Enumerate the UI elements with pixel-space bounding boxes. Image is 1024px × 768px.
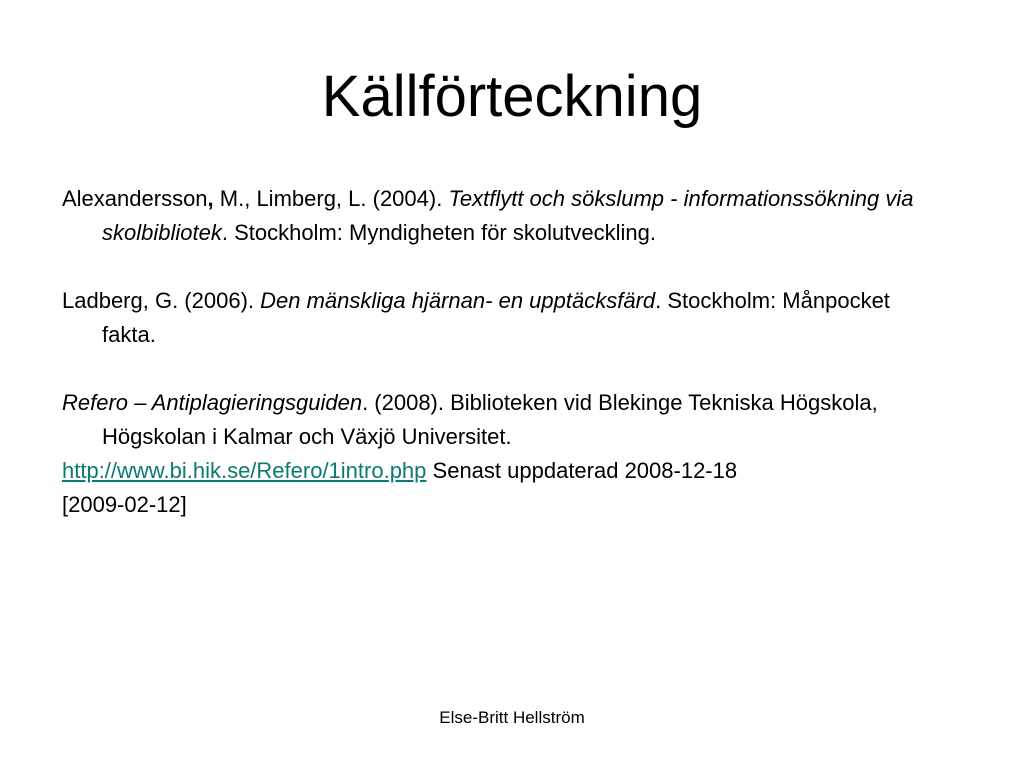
- ref-authors-post: M., Limberg, L. (2004).: [213, 186, 449, 211]
- slide-footer: Else-Britt Hellström: [439, 708, 585, 727]
- slide-title: Källförteckning: [321, 64, 703, 129]
- ref-authors-comma: ,: [207, 186, 214, 211]
- reference-refero-url-line: [62, 454, 942, 488]
- ref-title: Den mänskliga hjärnan- en upptäcksfärd: [260, 288, 656, 313]
- reference-alexandersson: [62, 182, 942, 250]
- reference-refero: [62, 386, 942, 454]
- ref-title: Textflytt och sökslump - informationssökning via skolbibliotek: [102, 186, 914, 245]
- ref-updated: Senast uppdaterad 2008-12-18: [426, 458, 738, 483]
- reference-list: [62, 182, 942, 522]
- ref-publisher: . (2008). Biblioteken vid Blekinge Tekniska Högskola, Högskolan i Kalmar och Växjö Universitet.: [102, 390, 878, 449]
- reference-ladberg: [62, 284, 942, 352]
- ref-title: Refero – Antiplagieringsguiden: [62, 390, 363, 415]
- refero-url-link[interactable]: http://www.bi.hik.se/Refero/1intro.php: [62, 458, 427, 483]
- ref-publisher: . Stockholm: Myndigheten för skolutveckling.: [221, 220, 656, 245]
- reference-refero-accessed: [2009-02-12]: [62, 492, 187, 517]
- ref-authors-pre: Alexandersson: [62, 186, 208, 211]
- ref-publisher: . Stockholm: Månpocket fakta.: [102, 288, 890, 347]
- ref-authors: Ladberg, G. (2006).: [62, 288, 261, 313]
